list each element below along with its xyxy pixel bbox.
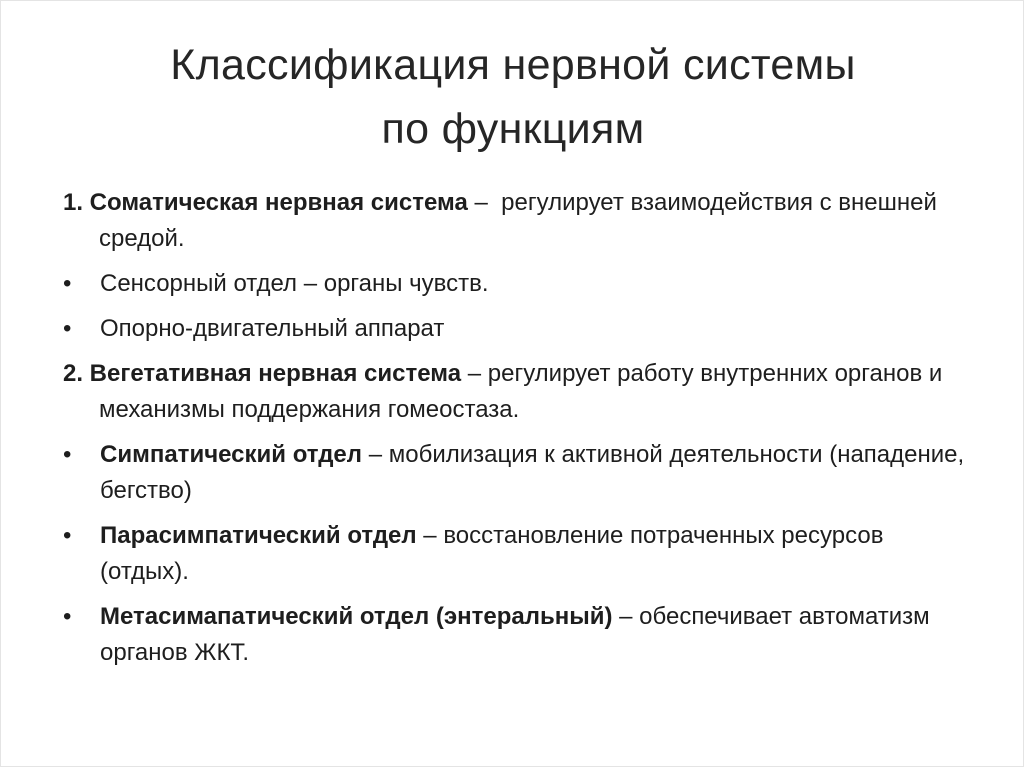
slide-title-line-2: по функциям — [381, 105, 645, 153]
list-item-parasympathetic — [63, 518, 973, 590]
item-text: обеспечивает автоматизм органов ЖКТ. — [100, 603, 930, 666]
item-text: Сенсорный отдел – органы чувств. — [100, 270, 489, 297]
item-separator: – — [416, 522, 444, 549]
item-bold-text: Метасимапатический отдел (энтеральный) — [100, 603, 613, 630]
item-separator: – — [612, 603, 640, 630]
item-separator: – — [461, 360, 488, 387]
item-text: регулирует работу внутренних органов и механизмы поддержания гомеостаза. — [99, 360, 943, 423]
item-bold-text: Парасимпатический отдел — [100, 522, 417, 549]
slide-title-line-1: Классификация нервной системы — [170, 41, 856, 89]
item-separator: – — [467, 189, 502, 216]
item-text: мобилизация к активной деятельности (нападение, бегство) — [100, 441, 965, 504]
list-item-autonomic — [63, 356, 973, 428]
list-item-sympathetic — [63, 437, 973, 509]
item-text: Опорно-двигательный аппарат — [100, 315, 445, 342]
bullet-icon: • — [63, 270, 72, 297]
bullet-icon: • — [63, 441, 72, 468]
item-text: восстановление потраченных ресурсов (отдых). — [100, 522, 884, 585]
list-item-somatic — [63, 185, 973, 257]
slide-title — [1, 33, 1024, 161]
bullet-icon: • — [63, 315, 72, 342]
list-item-metasympathetic — [63, 599, 973, 671]
item-text: регулирует взаимодействия с внешней средой. — [99, 189, 937, 252]
slide-content — [63, 185, 973, 680]
item-separator: – — [362, 441, 389, 468]
list-item-sensory — [63, 266, 973, 302]
bullet-icon: • — [63, 603, 72, 630]
item-bold-text: 1. Соматическая нервная система — [63, 189, 468, 216]
bullet-icon: • — [63, 522, 72, 549]
item-bold-text: 2. Вегетативная нервная система — [63, 360, 462, 387]
list-item-musculoskeletal — [63, 311, 973, 347]
item-bold-text: Симпатический отдел — [100, 441, 363, 468]
